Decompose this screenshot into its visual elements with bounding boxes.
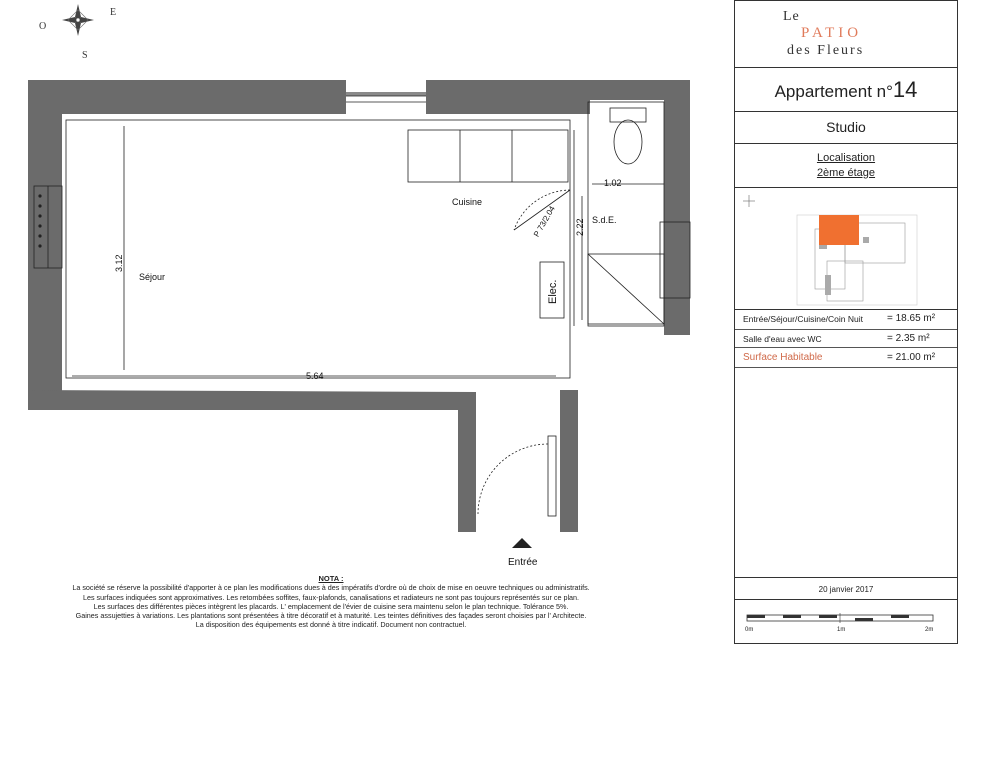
room-entree: Entrée: [508, 557, 538, 568]
room-sde: S.d.E.: [592, 215, 617, 225]
logo-fleurs: des Fleurs: [787, 43, 865, 58]
legal-note: [18, 574, 644, 630]
entrance-arrow-icon: [512, 538, 532, 548]
surface-value: = 2.35 m²: [887, 333, 930, 344]
compass-rose-icon: [62, 4, 94, 36]
dim-sejour-width: 5.64: [306, 371, 324, 381]
apartment-type: Studio: [826, 119, 866, 135]
note-line: La société se réserve la possibilité d'apporter à ce plan les modifications dues à des impératifs d'ordre où de choix de mise en oeuvre techniques ou administratifs.: [72, 583, 590, 593]
apartment-highlight: [819, 215, 859, 245]
scale-label: 1m: [837, 627, 846, 633]
apartment-title: [735, 77, 957, 103]
scale-label: 0m: [745, 627, 754, 633]
apartment-label: Appartement n°: [774, 82, 893, 101]
logo-le: Le: [783, 9, 800, 24]
note-line: Gaines assujetties à variations. Les plantations sont présentées à titre décoratif et à maturité. Les teintes définitives des façades seront choisies par l' Architecte.: [75, 611, 587, 621]
note-title: NOTA :: [318, 574, 344, 583]
apartment-number: 14: [892, 77, 918, 102]
dim-sde-width: 1.02: [604, 178, 622, 188]
note-line: Les surfaces indiquées sont approximatives. Les retombées soffites, faux-plafonds, canalisations et radiateurs ne sont pas toujours représentés sur ce plan.: [82, 592, 580, 602]
localisation-label: Localisation: [816, 152, 876, 164]
compass-east: E: [110, 7, 117, 18]
surface-label: Entrée/Séjour/Cuisine/Coin Nuit: [743, 314, 864, 324]
scale-label: 2m: [925, 627, 934, 633]
dim-sde-height: 2.22: [575, 218, 585, 236]
room-cuisine: Cuisine: [452, 197, 483, 207]
small-compass-icon: [743, 195, 755, 207]
site-map: [735, 189, 957, 309]
surface-habitable-value: = 21.00 m²: [887, 352, 936, 363]
room-sejour: Séjour: [139, 272, 166, 282]
compass-south: S: [82, 50, 88, 61]
scale-bar: [745, 613, 945, 625]
note-line: La disposition des équipements est donné à titre indicatif. Document non contractuel.: [195, 620, 467, 630]
info-panel: [734, 0, 958, 644]
surface-value: = 18.65 m²: [887, 313, 936, 324]
dim-sejour-height: 3.12: [114, 254, 124, 272]
plan-date: 20 janvier 2017: [818, 585, 874, 594]
logo-patio: PATIO: [801, 25, 863, 41]
floor-label: 2ème étage: [816, 167, 876, 179]
surface-habitable-label: Surface Habitable: [743, 352, 823, 363]
compass-west: O: [39, 21, 47, 32]
dim-door: P 73/2.04: [532, 204, 557, 239]
surface-label: Salle d'eau avec WC: [743, 334, 822, 344]
note-line: Les surfaces des différentes pièces intègrent les placards. L' emplacement de l'évier de cuisine sera maintenu selon le plan technique. Tolérance 5%.: [93, 601, 569, 611]
room-elec: Elec.: [547, 279, 559, 304]
